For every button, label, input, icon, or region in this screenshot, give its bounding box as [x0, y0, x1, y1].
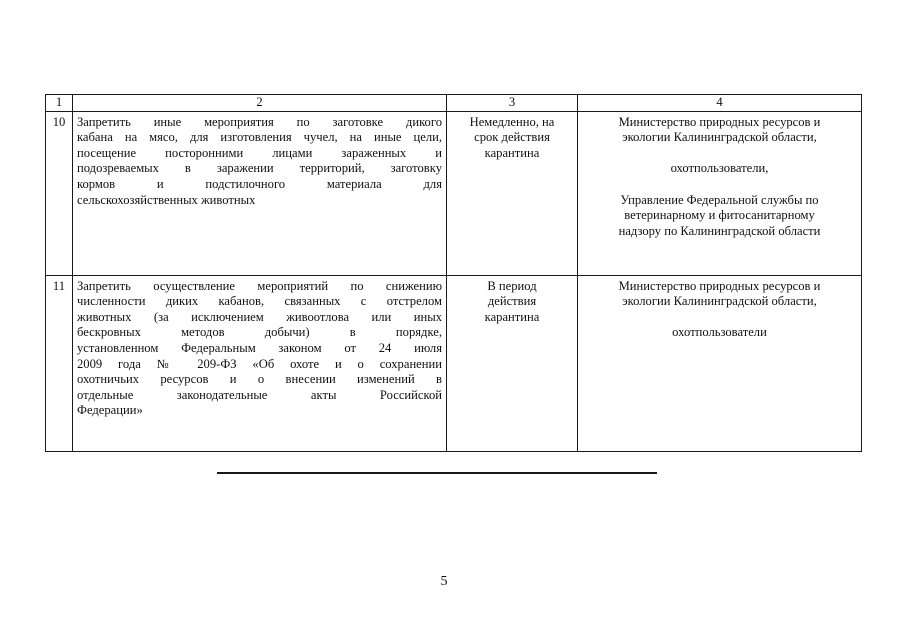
measure-line: охотничьих ресурсов и о внесении изменений в [77, 372, 442, 387]
header-cell-4: 4 [578, 95, 862, 112]
measure-line: Федерации» [77, 403, 143, 418]
measure-line: сельскохозяйственных животных [77, 192, 256, 207]
executor-line: охотпользователи [672, 325, 767, 340]
measure-line: посещение посторонними лицами зараженных и [77, 145, 442, 160]
header-cell-1: 1 [46, 95, 73, 112]
executor-line: Министерство природных ресурсов и [618, 114, 821, 129]
term-cell [447, 275, 578, 451]
executor-line: охотпользователи, [670, 161, 769, 176]
table-row [46, 275, 862, 451]
row-number: 10 [46, 111, 73, 275]
executor-line: ветеринарному и фитосанитарному [624, 208, 815, 223]
measures-table [45, 94, 862, 452]
executor-line: экологии Калининградской области, [622, 130, 817, 145]
measure-line: Запретить иные мероприятия по заготовке дикого [77, 114, 442, 129]
term-line: В период [487, 278, 537, 293]
executor-line: Министерство природных ресурсов и [618, 278, 821, 293]
measure-line: кормов и подстилочного материала для [77, 176, 442, 191]
executors-cell [578, 275, 862, 451]
term-cell [447, 111, 578, 275]
term-line: карантина [484, 309, 540, 324]
measure-line: Запретить осуществление мероприятий по снижению [77, 278, 442, 293]
executors-cell [578, 111, 862, 275]
measure-line: кабана на мясо, для изготовления чучел, на иные цели, [77, 130, 442, 145]
table-header-row [46, 95, 862, 112]
executor-gap [582, 310, 857, 326]
executor-gap [582, 177, 857, 193]
measure-line: животных (за исключением живоотлова или иных [77, 309, 442, 324]
measure-line: установленном Федеральным законом от 24 июля [77, 340, 442, 355]
executor-gap [582, 146, 857, 162]
measure-line: 2009 года № 209-ФЗ «Об охоте и о сохранении [77, 356, 442, 371]
horizontal-rule [217, 472, 657, 474]
measure-line: отдельные законодательные акты Российской [77, 387, 442, 402]
executor-line: надзору по Калининградской области [618, 223, 821, 238]
term-line: срок действия [474, 130, 550, 145]
measure-line: подозреваемых в заражении территорий, заготовку [77, 161, 442, 176]
term-line: карантина [484, 145, 540, 160]
measure-line: численности диких кабанов, связанных с отстрелом [77, 294, 442, 309]
term-line: действия [487, 294, 537, 309]
row-number: 11 [46, 275, 73, 451]
page-number: 5 [440, 574, 448, 589]
header-cell-3: 3 [447, 95, 578, 112]
executor-line: экологии Калининградской области, [622, 294, 817, 309]
measure-cell [73, 275, 447, 451]
executor-line: Управление Федеральной службы по [620, 192, 819, 207]
measure-line: бескровных методов добычи) в порядке, [77, 325, 442, 340]
header-cell-2: 2 [73, 95, 447, 112]
measure-cell [73, 111, 447, 275]
term-line: Немедленно, на [469, 114, 555, 129]
table-row [46, 111, 862, 275]
